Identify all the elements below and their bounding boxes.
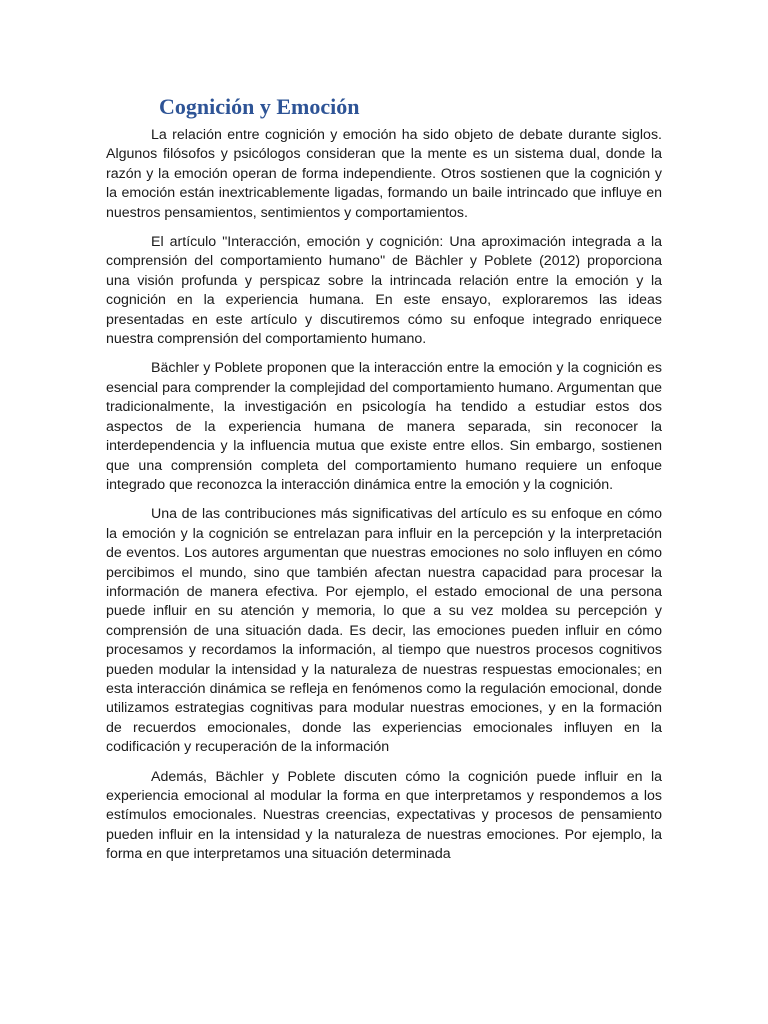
paragraph-2: El artículo "Interacción, emoción y cognición: Una aproximación integrada a la comprensión del comportamiento humano" de Bächler y Poblete (2012) proporciona una visión profunda y perspicaz sobre la intrincada relación entre la emoción y la cognición en la experiencia humana. En este ensayo, exploraremos las ideas presentadas en este artículo y discutiremos cómo su enfoque integrado enriquece nuestra comprensión del comportamiento humano. <box>106 234 662 348</box>
paragraph-4: Una de las contribuciones más significativas del artículo es su enfoque en cómo la emoción y la cognición se entrelazan para influir en la percepción y la interpretación de eventos. Los autores argumentan que nuestras emociones no solo influyen en cómo percibimos el mundo, sino que también afectan nuestra capacidad para procesar la información de manera efectiva. Por ejemplo, el estado emocional de una persona puede influir en su atención y memoria, lo que a su vez moldea su percepción y comprensión de una situación dada. Es decir, las emociones pueden influir en cómo procesamos y recordamos la información, al tiempo que nuestros procesos cognitivos pueden modular la intensidad y la naturaleza de nuestras respuestas emocionales; en esta interacción dinámica se refleja en fenómenos como la regulación emocional, donde utilizamos estrategias cognitivas para modular nuestras emociones, y en la formación de recuerdos emocionales, donde las experiencias emocionales influyen en la codificación y recuperación de la información <box>106 506 662 756</box>
paragraph-1: La relación entre cognición y emoción ha sido objeto de debate durante siglos. Algunos filósofos y psicólogos consideran que la mente es un sistema dual, donde la razón y la emoción operan de forma independiente. Otros sostienen que la cognición y la emoción están inextricablemente ligadas, formando un baile intrincado que influye en nuestros pensamientos, sentimientos y comportamientos. <box>106 127 662 221</box>
paragraph-5: Además, Bächler y Poblete discuten cómo la cognición puede influir en la experiencia emocional al modular la forma en que interpretamos y respondemos a los estímulos emocionales. Nuestras creencias, expectativas y procesos de pensamiento pueden influir en la intensidad y la naturaleza de nuestras emociones. Por ejemplo, la forma en que interpretamos una situación determinada <box>106 768 662 863</box>
paragraph-3: Bächler y Poblete proponen que la interacción entre la emoción y la cognición es esencial para comprender la complejidad del comportamiento humano. Argumentan que tradicionalmente, la investigación en psicología ha tendido a estudiar estos dos aspectos de la experiencia humana de manera separada, sin reconocer la interdependencia y la influencia mutua que existe entre ellos. Sin embargo, sostienen que una comprensión completa del comportamiento humano requiere un enfoque integrado que reconozca la interacción dinámica entre la emoción y la cognición. <box>106 360 662 493</box>
document-body <box>106 126 662 875</box>
document-title: Cognición y Emoción <box>159 94 360 119</box>
